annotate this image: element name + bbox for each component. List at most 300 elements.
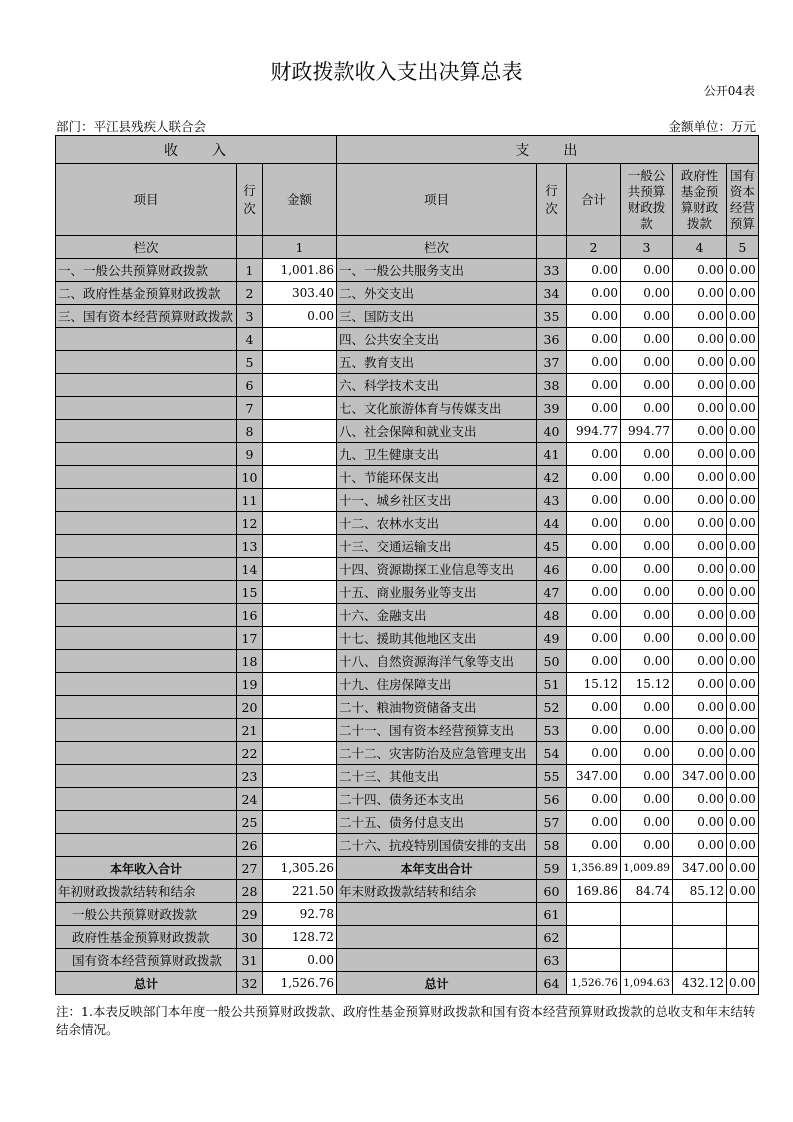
col-2: 2: [567, 236, 621, 259]
income-item: [56, 397, 237, 420]
expense-line-no: 36: [537, 328, 567, 351]
income-item: [56, 328, 237, 351]
expense-line-no: 42: [537, 466, 567, 489]
expense-line-no: 44: [537, 512, 567, 535]
expense-fund-amount: [673, 949, 727, 972]
expense-line-no: 61: [537, 903, 567, 926]
income-item: [56, 788, 237, 811]
expense-state-amount: [727, 903, 759, 926]
expense-line-no: 38: [537, 374, 567, 397]
expense-item: 一、一般公共服务支出: [337, 259, 537, 282]
expense-total-amount: 0.00: [567, 397, 621, 420]
expense-item: 年末财政拨款结转和结余: [337, 880, 537, 903]
expense-total-amount: 0.00: [567, 604, 621, 627]
expense-general-amount: 994.77: [621, 420, 673, 443]
income-amount: [263, 558, 337, 581]
income-line-no: 13: [237, 535, 263, 558]
expense-total-amount: 347.00: [567, 765, 621, 788]
expense-fund-amount: 0.00: [673, 489, 727, 512]
income-item: 本年收入合计: [56, 857, 237, 880]
expense-line-no: 35: [537, 305, 567, 328]
expense-line-no: 48: [537, 604, 567, 627]
expense-line-no: 55: [537, 765, 567, 788]
expense-item: 十六、金融支出: [337, 604, 537, 627]
table-row: [56, 857, 759, 880]
expense-state-amount: 0.00: [727, 604, 759, 627]
income-item: [56, 558, 237, 581]
expense-fund-amount: 347.00: [673, 765, 727, 788]
budget-table: [55, 135, 759, 995]
expense-general-amount: 0.00: [621, 558, 673, 581]
expense-state-amount: 0.00: [727, 719, 759, 742]
income-amount: 128.72: [263, 926, 337, 949]
expense-state-amount: [727, 949, 759, 972]
expense-line-no: 52: [537, 696, 567, 719]
income-amount: [263, 420, 337, 443]
income-line-no: 19: [237, 673, 263, 696]
fund-budget-header: 政府性基金预算财政拨款: [673, 164, 727, 236]
expense-total-amount: 0.00: [567, 650, 621, 673]
expense-general-amount: 0.00: [621, 374, 673, 397]
table-row: [56, 282, 759, 305]
income-amount: [263, 742, 337, 765]
expense-general-amount: 0.00: [621, 834, 673, 857]
table-row: [56, 420, 759, 443]
income-item: 年初财政拨款结转和结余: [56, 880, 237, 903]
income-item: 政府性基金预算财政拨款: [56, 926, 237, 949]
income-item: [56, 374, 237, 397]
col-label: 栏次: [337, 236, 537, 259]
col-1: 1: [263, 236, 337, 259]
expense-line-no: 34: [537, 282, 567, 305]
expense-fund-amount: 0.00: [673, 788, 727, 811]
income-line-no: 32: [237, 972, 263, 995]
table-row: [56, 328, 759, 351]
expense-general-amount: 0.00: [621, 650, 673, 673]
expense-general-amount: 15.12: [621, 673, 673, 696]
expense-state-amount: 0.00: [727, 627, 759, 650]
table-row: [56, 834, 759, 857]
income-item: 三、国有资本经营预算财政拨款: [56, 305, 237, 328]
expense-item: 三、国防支出: [337, 305, 537, 328]
income-amount: [263, 719, 337, 742]
income-amount: [263, 696, 337, 719]
expense-total-amount: 0.00: [567, 535, 621, 558]
expense-fund-amount: 0.00: [673, 627, 727, 650]
table-row: [56, 581, 759, 604]
col-label: 栏次: [56, 236, 237, 259]
expense-general-amount: 0.00: [621, 788, 673, 811]
expense-total-amount: 1,356.89: [567, 857, 621, 880]
expense-total-amount: 0.00: [567, 374, 621, 397]
income-item: [56, 742, 237, 765]
expense-general-amount: 1,094.63: [621, 972, 673, 995]
expense-line-no: 43: [537, 489, 567, 512]
income-amount: [263, 351, 337, 374]
table-row: [56, 696, 759, 719]
expense-line-no: 40: [537, 420, 567, 443]
income-item: 一、一般公共预算财政拨款: [56, 259, 237, 282]
expense-line-no: 60: [537, 880, 567, 903]
expense-line-no: 46: [537, 558, 567, 581]
expense-item: 十九、住房保障支出: [337, 673, 537, 696]
income-line-no: 20: [237, 696, 263, 719]
expense-line-no: 47: [537, 581, 567, 604]
income-item: 国有资本经营预算财政拨款: [56, 949, 237, 972]
expense-state-amount: 0.00: [727, 581, 759, 604]
expense-state-amount: 0.00: [727, 535, 759, 558]
expense-item: 总计: [337, 972, 537, 995]
income-line-no: 14: [237, 558, 263, 581]
income-amount: [263, 328, 337, 351]
expense-fund-amount: [673, 926, 727, 949]
expense-total-amount: 1,526.76: [567, 972, 621, 995]
expense-state-amount: 0.00: [727, 834, 759, 857]
expense-state-amount: 0.00: [727, 765, 759, 788]
expense-total-amount: 15.12: [567, 673, 621, 696]
expense-total-amount: 0.00: [567, 742, 621, 765]
expense-total-amount: 0.00: [567, 512, 621, 535]
income-line-no: 23: [237, 765, 263, 788]
expense-item: 四、公共安全支出: [337, 328, 537, 351]
income-amount: [263, 811, 337, 834]
expense-line-no: 41: [537, 443, 567, 466]
expense-item: 七、文化旅游体育与传媒支出: [337, 397, 537, 420]
income-item-header: 项目: [56, 164, 237, 236]
table-row: [56, 650, 759, 673]
expense-fund-amount: 432.12: [673, 972, 727, 995]
income-line-no: 11: [237, 489, 263, 512]
expense-fund-amount: 0.00: [673, 282, 727, 305]
expense-state-amount: 0.00: [727, 857, 759, 880]
table-code: 公开04表: [703, 84, 755, 98]
expense-item: 十八、自然资源海洋气象等支出: [337, 650, 537, 673]
table-row: [56, 466, 759, 489]
expense-item: [337, 949, 537, 972]
expense-state-amount: 0.00: [727, 397, 759, 420]
expense-line-no: 49: [537, 627, 567, 650]
expense-total-amount: [567, 949, 621, 972]
expense-total-amount: 0.00: [567, 696, 621, 719]
income-line-no: 25: [237, 811, 263, 834]
expense-item: 十二、农林水支出: [337, 512, 537, 535]
income-amount: [263, 650, 337, 673]
expense-line-no: 62: [537, 926, 567, 949]
income-line-no: 6: [237, 374, 263, 397]
state-capital-header: 国有资本经营预算: [727, 164, 759, 236]
table-row: [56, 719, 759, 742]
expense-fund-amount: 0.00: [673, 374, 727, 397]
income-item: 总计: [56, 972, 237, 995]
table-row: [56, 535, 759, 558]
expense-total-amount: 0.00: [567, 719, 621, 742]
expense-total-amount: 0.00: [567, 305, 621, 328]
expense-general-amount: 0.00: [621, 282, 673, 305]
expense-fund-amount: 0.00: [673, 696, 727, 719]
table-row: [56, 259, 759, 282]
income-line-no: 8: [237, 420, 263, 443]
expense-fund-amount: 0.00: [673, 581, 727, 604]
income-line-no: 10: [237, 466, 263, 489]
expense-fund-amount: 0.00: [673, 673, 727, 696]
income-line-no: 21: [237, 719, 263, 742]
expense-state-amount: [727, 926, 759, 949]
income-line-no: 31: [237, 949, 263, 972]
expense-fund-amount: 347.00: [673, 857, 727, 880]
expense-fund-amount: 0.00: [673, 328, 727, 351]
expense-total-amount: 0.00: [567, 811, 621, 834]
income-amount: 1,526.76: [263, 972, 337, 995]
expense-general-amount: 0.00: [621, 443, 673, 466]
total-header: 合计: [567, 164, 621, 236]
income-amount: [263, 604, 337, 627]
income-line-no: 5: [237, 351, 263, 374]
income-item: [56, 489, 237, 512]
income-amount: [263, 788, 337, 811]
expense-item: [337, 926, 537, 949]
expense-line-no: 39: [537, 397, 567, 420]
income-item: [56, 535, 237, 558]
income-amount-header: 金额: [263, 164, 337, 236]
expense-line-no: 37: [537, 351, 567, 374]
table-row: [56, 604, 759, 627]
table-row: [56, 673, 759, 696]
expense-total-amount: 0.00: [567, 351, 621, 374]
expense-fund-amount: 0.00: [673, 742, 727, 765]
expense-line-no: 33: [537, 259, 567, 282]
expense-general-amount: 0.00: [621, 351, 673, 374]
income-item: [56, 512, 237, 535]
expense-general-amount: 0.00: [621, 489, 673, 512]
table-row: [56, 443, 759, 466]
expense-state-amount: 0.00: [727, 811, 759, 834]
income-amount: 1,305.26: [263, 857, 337, 880]
expense-general-amount: 0.00: [621, 305, 673, 328]
expense-state-amount: 0.00: [727, 972, 759, 995]
income-line-no: 28: [237, 880, 263, 903]
expense-item: 二十一、国有资本经营预算支出: [337, 719, 537, 742]
expense-fund-amount: 0.00: [673, 604, 727, 627]
expense-general-amount: 0.00: [621, 696, 673, 719]
income-item: [56, 696, 237, 719]
expense-item: 二十、粮油物资储备支出: [337, 696, 537, 719]
income-amount: [263, 834, 337, 857]
income-line-no: 30: [237, 926, 263, 949]
expense-total-amount: 169.86: [567, 880, 621, 903]
expense-state-amount: 0.00: [727, 673, 759, 696]
expense-fund-amount: 0.00: [673, 535, 727, 558]
table-row: [56, 765, 759, 788]
expense-fund-amount: 0.00: [673, 420, 727, 443]
expense-state-amount: 0.00: [727, 696, 759, 719]
expense-general-amount: 0.00: [621, 627, 673, 650]
expense-total-amount: [567, 926, 621, 949]
expense-total-amount: 0.00: [567, 489, 621, 512]
expense-item: 二十四、债务还本支出: [337, 788, 537, 811]
income-item: [56, 581, 237, 604]
expense-total-amount: [567, 903, 621, 926]
income-amount: [263, 512, 337, 535]
general-budget-header: 一般公共预算财政拨款: [621, 164, 673, 236]
income-line-no: 27: [237, 857, 263, 880]
income-item: [56, 420, 237, 443]
income-line-header: 行次: [237, 164, 263, 236]
expense-line-no: 51: [537, 673, 567, 696]
expense-total-amount: 0.00: [567, 443, 621, 466]
expense-item: 二十二、灾害防治及应急管理支出: [337, 742, 537, 765]
table-row: [56, 558, 759, 581]
expense-fund-amount: 0.00: [673, 719, 727, 742]
income-amount: [263, 466, 337, 489]
expense-state-amount: 0.00: [727, 443, 759, 466]
expense-state-amount: 0.00: [727, 259, 759, 282]
income-amount: 221.50: [263, 880, 337, 903]
expense-general-amount: 0.00: [621, 604, 673, 627]
income-item: 一般公共预算财政拨款: [56, 903, 237, 926]
expense-total-amount: 0.00: [567, 259, 621, 282]
expense-state-amount: 0.00: [727, 420, 759, 443]
expense-item: 五、教育支出: [337, 351, 537, 374]
expense-total-amount: 0.00: [567, 558, 621, 581]
expense-fund-amount: 0.00: [673, 351, 727, 374]
income-amount: [263, 443, 337, 466]
expense-state-amount: 0.00: [727, 742, 759, 765]
expense-general-amount: 1,009.89: [621, 857, 673, 880]
expense-line-no: 64: [537, 972, 567, 995]
income-amount: 0.00: [263, 305, 337, 328]
expense-fund-amount: 0.00: [673, 512, 727, 535]
col-4: 4: [673, 236, 727, 259]
income-line-no: 26: [237, 834, 263, 857]
expense-general-amount: 0.00: [621, 811, 673, 834]
table-row: [56, 880, 759, 903]
income-line-no: 16: [237, 604, 263, 627]
department-label: 部门：平江县残疾人联合会: [56, 119, 207, 134]
expense-fund-amount: [673, 903, 727, 926]
expense-fund-amount: 0.00: [673, 397, 727, 420]
expense-general-amount: [621, 903, 673, 926]
income-item: [56, 673, 237, 696]
table-row: [56, 972, 759, 995]
expense-line-no: 58: [537, 834, 567, 857]
expense-item: 九、卫生健康支出: [337, 443, 537, 466]
expense-line-no: 56: [537, 788, 567, 811]
expense-state-amount: 0.00: [727, 466, 759, 489]
expense-general-amount: [621, 926, 673, 949]
expense-general-amount: 0.00: [621, 719, 673, 742]
income-amount: 303.40: [263, 282, 337, 305]
income-item: [56, 719, 237, 742]
expense-line-no: 54: [537, 742, 567, 765]
income-item: [56, 765, 237, 788]
expense-item: 十、节能环保支出: [337, 466, 537, 489]
expense-state-amount: 0.00: [727, 558, 759, 581]
expense-state-amount: 0.00: [727, 305, 759, 328]
income-amount: 1,001.86: [263, 259, 337, 282]
income-line-no: 1: [237, 259, 263, 282]
expense-state-amount: 0.00: [727, 788, 759, 811]
table-row: [56, 374, 759, 397]
expense-state-amount: 0.00: [727, 880, 759, 903]
table-row: [56, 351, 759, 374]
expense-item: 十五、商业服务业等支出: [337, 581, 537, 604]
expense-total-amount: 994.77: [567, 420, 621, 443]
income-line-no: 17: [237, 627, 263, 650]
expense-total-amount: 0.00: [567, 328, 621, 351]
expense-general-amount: 0.00: [621, 512, 673, 535]
table-row: [56, 489, 759, 512]
expense-total-amount: 0.00: [567, 627, 621, 650]
income-amount: [263, 673, 337, 696]
expense-general-amount: [621, 949, 673, 972]
income-item: [56, 443, 237, 466]
expense-general-amount: 0.00: [621, 535, 673, 558]
income-amount: [263, 374, 337, 397]
income-amount: 0.00: [263, 949, 337, 972]
expense-state-amount: 0.00: [727, 489, 759, 512]
income-line-no: 12: [237, 512, 263, 535]
expense-line-header: 行次: [537, 164, 567, 236]
expense-item: [337, 903, 537, 926]
expense-general-amount: 0.00: [621, 742, 673, 765]
income-item: [56, 351, 237, 374]
income-amount: [263, 765, 337, 788]
expense-item: 二十六、抗疫特别国债安排的支出: [337, 834, 537, 857]
expense-fund-amount: 0.00: [673, 650, 727, 673]
table-row: [56, 305, 759, 328]
expense-general-amount: 0.00: [621, 328, 673, 351]
income-item: 二、政府性基金预算财政拨款: [56, 282, 237, 305]
expense-item: 十七、援助其他地区支出: [337, 627, 537, 650]
expense-state-amount: 0.00: [727, 282, 759, 305]
expense-fund-amount: 0.00: [673, 443, 727, 466]
expense-item: 二十三、其他支出: [337, 765, 537, 788]
table-row: [56, 627, 759, 650]
expense-header: 支 出: [337, 136, 759, 164]
income-line-no: 4: [237, 328, 263, 351]
income-amount: [263, 627, 337, 650]
expense-fund-amount: 85.12: [673, 880, 727, 903]
expense-state-amount: 0.00: [727, 512, 759, 535]
expense-item: 十三、交通运输支出: [337, 535, 537, 558]
expense-total-amount: 0.00: [567, 834, 621, 857]
table-row: [56, 788, 759, 811]
expense-line-no: 50: [537, 650, 567, 673]
expense-total-amount: 0.00: [567, 282, 621, 305]
table-row: [56, 926, 759, 949]
expense-line-no: 53: [537, 719, 567, 742]
income-amount: [263, 489, 337, 512]
expense-total-amount: 0.00: [567, 788, 621, 811]
expense-line-no: 59: [537, 857, 567, 880]
expense-item-header: 项目: [337, 164, 537, 236]
income-line-no: 3: [237, 305, 263, 328]
income-line-no: 22: [237, 742, 263, 765]
income-item: [56, 650, 237, 673]
unit-label: 金额单位：万元: [668, 119, 756, 134]
expense-fund-amount: 0.00: [673, 834, 727, 857]
expense-item: 八、社会保障和就业支出: [337, 420, 537, 443]
expense-general-amount: 0.00: [621, 397, 673, 420]
income-item: [56, 811, 237, 834]
expense-total-amount: 0.00: [567, 581, 621, 604]
expense-item: 六、科学技术支出: [337, 374, 537, 397]
footnote: 注：1.本表反映部门本年度一般公共预算财政拨款、政府性基金预算财政拨款和国有资本经营预算财政拨款的总收支和年末结转结余情况。: [56, 1004, 756, 1037]
expense-fund-amount: 0.00: [673, 466, 727, 489]
col-3: 3: [621, 236, 673, 259]
col-5: 5: [727, 236, 759, 259]
expense-item: 二、外交支出: [337, 282, 537, 305]
